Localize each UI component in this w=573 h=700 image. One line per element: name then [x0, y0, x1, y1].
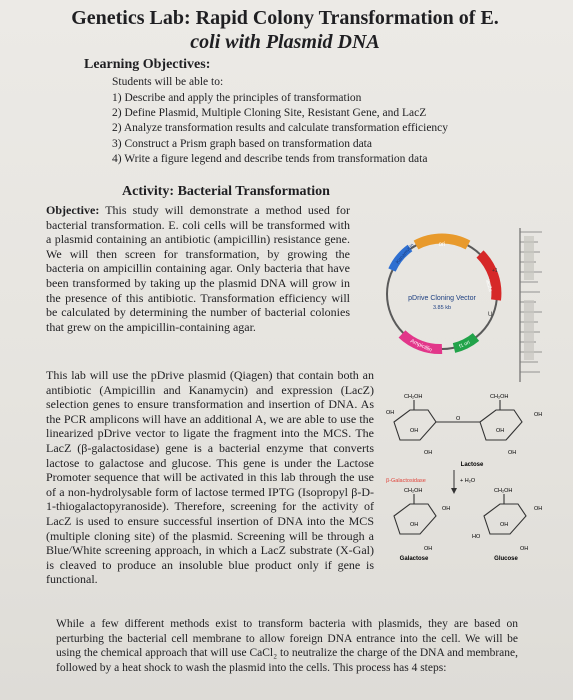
objective-item: 3) Construct a Prism graph based on transformation data: [112, 137, 372, 150]
galactose-label: Galactose: [399, 556, 429, 562]
oh-label: OH: [534, 412, 543, 418]
objective-item: 2) Analyze transformation results and calculate transformation efficiency: [112, 122, 449, 135]
ch2oh-label: CH₂OH: [490, 394, 509, 400]
objectives-intro: Students will be able to:: [112, 76, 224, 88]
methods-paragraph: While a few different methods exist to transform bacteria with plasmids, they are based on perturbing the bacterial cell membrane to allow foreign DNA entrance into the cell. We will be using the chemical approach that will use CaCl₂ to neutralize the charge of the DNA and membrane, followed by a heat shock to wash the plasmid into the cells. This process has 4 steps:: [56, 618, 518, 674]
title-line-1: Genetics Lab: Rapid Colony Transformation of E.: [71, 7, 499, 29]
objective-text: This study will demonstrate a method used for bacterial transformation. E. coli cells will be transformed with a plasmid containing an antibiotic (ampicillin) resistance gene. We will then screen for transformation, by growing the bacteria on ampicillin containing agar. Only bacteria that have been transformed by taking up the plasmid DNA will grow in the presence of this antibiotic. Transformation efficiency will be calculated by determining the number of bacterial colonies that grew on the ampicillin-containing agar.: [46, 203, 350, 334]
plasmid-name: pDrive Cloning Vector: [408, 295, 476, 302]
glucose-label: Glucose: [494, 556, 518, 562]
ori-label: ori: [438, 242, 446, 248]
oh-label: OH: [520, 546, 529, 552]
oh-label: OH: [534, 506, 543, 512]
objective-paragraph: [46, 203, 350, 334]
oh-label: OH: [500, 522, 509, 528]
title-line-2: coli with Plasmid DNA: [190, 31, 380, 53]
objective-label: Objective:: [46, 203, 100, 217]
water-label: + H₂O: [460, 478, 476, 484]
lactose-galactose-ring: [394, 410, 436, 440]
oh-label: OH: [508, 450, 517, 456]
f1-ori-label: f1 ori: [458, 339, 471, 350]
lactose-hydrolysis-figure: [384, 388, 560, 588]
o-label: O: [456, 416, 461, 422]
oh-label: OH: [442, 506, 451, 512]
oh-label: OH: [410, 428, 419, 434]
ho-label: HO: [472, 534, 481, 540]
u-site-label: U: [488, 312, 493, 318]
lactose-label: Lactose: [460, 462, 484, 468]
oh-label: OH: [424, 546, 433, 552]
objective-item: 4) Write a figure legend and describe tends from transformation data: [112, 152, 428, 165]
objectives-list: [112, 91, 448, 167]
oh-label: OH: [410, 522, 419, 528]
objective-item: 1) Describe and apply the principles of transformation: [112, 92, 362, 104]
kanamycin-label: Kanamycin: [394, 242, 416, 266]
activity-heading: Activity: Bacterial Transformation: [122, 184, 330, 199]
plus-one-label: +1: [492, 268, 498, 274]
plasmid-map-figure: [372, 224, 512, 364]
oh-label: OH: [496, 428, 505, 434]
lacz-label: lacZα: [484, 278, 494, 293]
oh-label: OH: [424, 450, 433, 456]
objectives-heading: Learning Objectives:: [84, 57, 211, 72]
ch2oh-label: CH₂OH: [404, 488, 423, 494]
mcs-sequence-strip: [516, 222, 550, 386]
lactose-glucose-ring: [480, 410, 522, 440]
pdrive-paragraph: This lab will use the pDrive plasmid (Qiagen) that contain both an antibiotic (Ampicillin and Kanamycin) and expression (LacZ) selection genes to ensure transformation and insertion of DNA. As the PCR amplicons will have an additional A, we are able to use the linearized pDrive vector to ligate the fragment into the MCS. The LacZ (β-galactosidase) gene is a bacterial enzyme that converts lactose to galactose and glucose. This gene is under the Lactose Promoter sequence that will be activated in this lab through the use of a non-hydrolysable form of lactose termed IPTG (Isopropyl β-D-1-thiogalactopyranoside). Therefore, screening for the activity of LacZ is used to ensure successful insertion of DNA into the MCS (multiple cloning site) of the plasmid. Screening will be through a Blue/White screening approach, in which a LacZ substrate (X-Gal) is cleaved to produce an insoluble blue product only if gene is functional.: [46, 368, 374, 587]
oh-label: OH: [386, 410, 395, 416]
ampicillin-label: Ampicillin: [409, 338, 433, 354]
glucose-ring: [484, 504, 526, 534]
objective-item: 2) Define Plasmid, Multiple Cloning Site, Resistant Gene, and LacZ: [112, 107, 427, 120]
page-title: [20, 6, 550, 54]
ch2oh-label: CH₂OH: [494, 488, 513, 494]
lacz-segment: [480, 254, 496, 300]
enzyme-label: β-Galactosidase: [386, 478, 426, 484]
ch2oh-label: CH₂OH: [404, 394, 423, 400]
plasmid-size: 3.85 kb: [432, 305, 452, 311]
galactose-ring: [394, 504, 436, 534]
